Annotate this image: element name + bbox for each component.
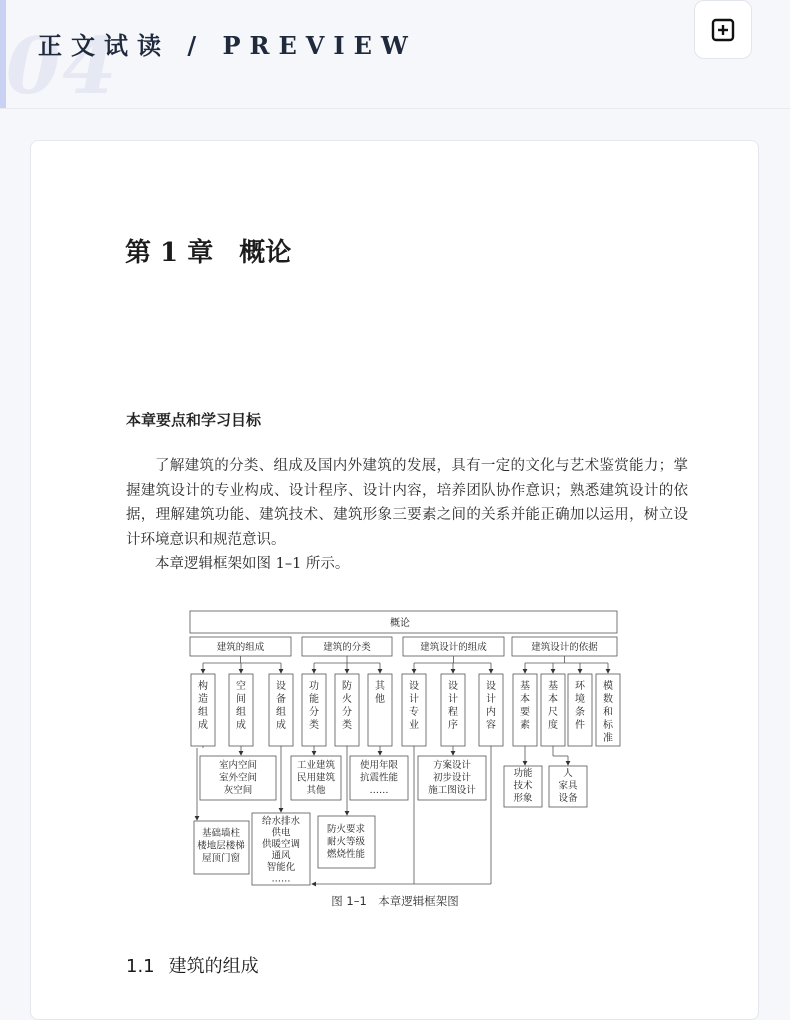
detail-equipment-text: …… [271,873,291,885]
key-points-heading: 本章要点和学习目标 [126,411,262,429]
diagram-item-label: 组 [236,707,246,718]
diagram-item-label: 准 [603,733,613,744]
section-number: 1.1 [126,956,155,977]
diagram-item-label: 组 [276,707,286,718]
section-number-watermark: 04 [6,21,119,112]
detail-space-text: 灰空间 [223,785,253,796]
detail-program-text: 初步设计 [432,772,472,784]
diagram-item-label: 成 [276,720,286,731]
diagram-item-label: 造 [198,694,208,705]
diagram-item-label: 设 [486,681,496,692]
detail-scale-text: 人 [563,768,573,779]
diagram-item-label: 专 [409,707,419,718]
diagram-item-label: 分 [342,707,352,718]
diagram-item-label: 构 [198,681,208,692]
diagram-item-label: 容 [486,720,496,731]
diagram-item-label: 基 [520,681,530,692]
diagram-item-label: 他 [375,694,385,705]
learning-objectives-paragraph: 了解建筑的分类、组成及国内外建筑的发展，具有一定的文化与艺术鉴赏能力；掌握建筑设计的专业构成、设计程序、设计内容，培养团队协作意识；熟悉建筑设计的依据，理解建筑功能、建筑技术、建筑形象三要素之间的关系并能正确加以运用，树立设计环境意识和规范意识。 [126,458,688,548]
diagram-item-label: 成 [236,720,246,731]
detail-space-text: 室内空间 [218,760,258,771]
chapter-title: 第 1 章 概论 [125,238,292,268]
diagram-item-label: 数 [603,694,613,705]
diagram-item-label: 功 [309,681,319,692]
detail-equipment-text: 智能化 [266,862,296,873]
diagram-item-label: 本 [520,694,530,705]
diagram-item-label: 备 [276,694,286,705]
detail-elements-text: 形象 [513,793,533,804]
group-design-composition-label: 建筑设计的组成 [420,642,487,653]
diagram-root-label: 概论 [390,618,410,629]
detail-scale-text: 设备 [558,793,578,804]
diagram-item-label: 类 [342,720,352,731]
detail-construction-text: 楼地层楼梯 [197,840,245,852]
preview-header [0,0,790,112]
detail-program-text: 施工图设计 [428,785,476,796]
diagram-item-label: 度 [548,720,558,731]
detail-construction-text: 屋顶门窗 [201,853,241,864]
diagram-item-label: 境 [575,694,585,705]
diagram-item-label: 模 [603,681,613,692]
diagram-item-label: 分 [309,707,319,718]
diagram-item-label: 其 [375,681,385,692]
diagram-item-label: 内 [486,707,496,718]
detail-elements-text: 功能 [513,768,533,779]
diagram-item-label: 和 [603,707,613,718]
group-classification-label: 建筑的分类 [323,642,371,653]
detail-function-text: 民用建筑 [296,772,336,784]
detail-equipment-text: 供电 [271,827,291,839]
diagram-item-label: 业 [409,720,419,731]
diagram-item-label: 素 [520,720,530,731]
diagram-item-label: 火 [342,694,352,705]
detail-scale-text: 家具 [558,780,578,792]
diagram-item-label: 标 [603,720,613,731]
figure-caption: 图 1–1 本章逻辑框架图 [331,894,459,908]
diagram-item-label: 能 [309,694,319,705]
diagram-item-label: 本 [548,694,558,705]
group-design-basis-label: 建筑设计的依据 [531,642,598,653]
detail-fire-text: 燃烧性能 [326,849,366,860]
diagram-item-label: 防 [342,681,352,692]
diagram-item-label: 计 [409,694,419,705]
framework-reference-paragraph: 本章逻辑框架如图 1–1 所示。 [155,556,350,572]
detail-other-text: 抗震性能 [359,772,399,784]
detail-equipment-text: 供暖空调 [261,839,301,850]
detail-equipment-text: 给水排水 [261,816,301,827]
expand-button[interactable] [694,0,752,59]
diagram-item-label: 环 [575,681,585,692]
detail-other-text: 使用年限 [359,760,399,771]
diagram-item-label: 设 [448,681,458,692]
detail-elements-text: 技术 [513,780,533,792]
detail-construction-text: 基础墙柱 [201,828,241,839]
section-title: 建筑的组成 [168,956,259,977]
diagram-item-label: 要 [520,707,530,718]
detail-program-text: 方案设计 [432,760,472,771]
section-heading [126,952,259,978]
diagram-item-label: 件 [575,720,585,731]
diagram-item-label: 计 [486,694,496,705]
diagram-item-label: 类 [309,720,319,731]
diagram-item-label: 条 [575,707,585,718]
diagram-item-label: 基 [548,681,558,692]
diagram-item-label: 设 [409,681,419,692]
diagram-item-label: 间 [236,694,246,705]
logic-framework-diagram [186,608,624,892]
plus-square-icon [710,17,736,43]
diagram-item-label: 空 [236,681,246,692]
detail-fire-text: 耐火等级 [326,836,366,848]
diagram-item-label: 计 [448,694,458,705]
group-composition-label: 建筑的组成 [216,642,265,653]
diagram-item-label: 组 [198,707,208,718]
detail-function-text: 其他 [306,785,326,796]
diagram-item-label: 程 [448,707,458,718]
diagram-item-label: 序 [448,720,458,731]
diagram-item-label: 成 [198,720,208,731]
diagram-item-label: 尺 [548,707,558,718]
detail-other-text: …… [369,785,389,796]
detail-space-text: 室外空间 [218,772,258,784]
header-title: 正文试读 / PREVIEW [38,31,417,60]
detail-function-text: 工业建筑 [296,760,336,771]
diagram-item-label: 设 [276,681,286,692]
detail-equipment-text: 通风 [271,850,291,862]
detail-fire-text: 防火要求 [326,824,366,835]
